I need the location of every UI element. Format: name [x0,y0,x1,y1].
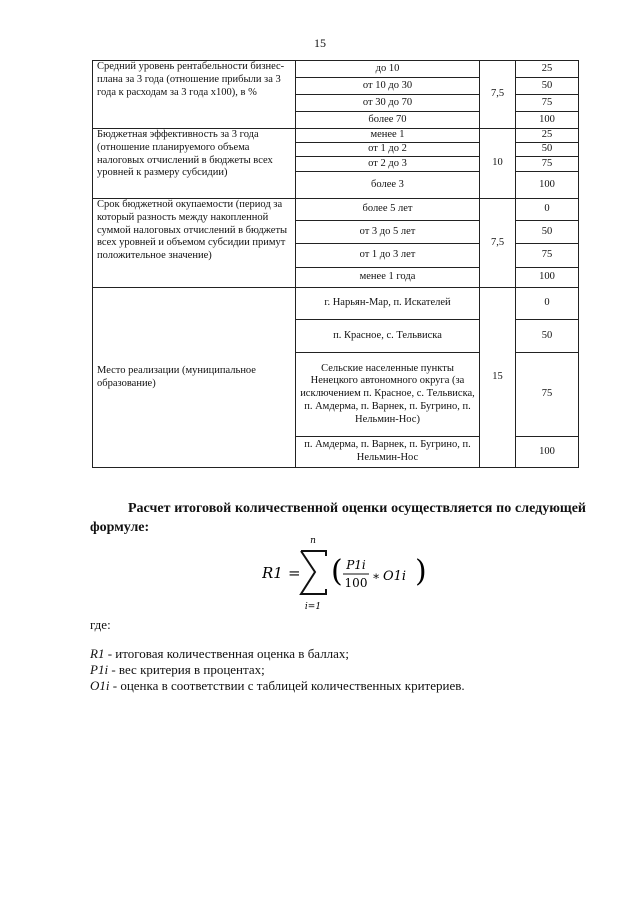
range-cell: от 3 до 5 лет [296,221,480,244]
criterion-name: Место реализации (муниципальное образование) [93,288,296,468]
weight-cell: 7,5 [480,61,516,129]
formula-equals: = [288,564,301,582]
range-cell: менее 1 [296,129,480,143]
table-row [93,199,579,221]
score-cell: 100 [516,437,579,468]
sigma-icon [301,551,326,594]
formula-lhs: R1 [262,564,283,582]
range-cell: от 2 до 3 [296,157,480,172]
range-cell: более 70 [296,112,480,129]
definition-text: - итоговая количественная оценка в баллах; [107,646,350,661]
range-cell: п. Амдерма, п. Варнек, п. Бугрино, п. Нельмин-Нос [296,437,480,468]
weight-cell: 7,5 [480,199,516,288]
definition-symbol: R1 [90,646,105,661]
range-cell: менее 1 года [296,268,480,288]
definition-symbol: O1i [90,678,110,693]
score-cell: 50 [516,78,579,95]
score-cell: 0 [516,288,579,320]
range-cell: более 5 лет [296,199,480,221]
range-cell: от 10 до 30 [296,78,480,95]
right-paren: ) [415,554,427,589]
definition-text: - оценка в соответствии с таблицей количественных критериев. [112,678,465,693]
score-cell: 25 [516,61,579,78]
left-paren: ( [331,554,343,589]
score-cell: 25 [516,129,579,143]
formula-factor: O1i [383,569,407,584]
score-cell: 0 [516,199,579,221]
formula-numerator: P1i [346,558,366,572]
definition-item [90,646,465,662]
definition-item [90,662,465,678]
weight-cell: 10 [480,129,516,199]
page-number: 15 [314,36,326,50]
score-cell: 50 [516,221,579,244]
table-row [93,61,579,78]
score-cell: 75 [516,157,579,172]
definition-symbol: P1i [90,662,109,677]
score-cell: 75 [516,244,579,268]
criterion-name: Срок бюджетной окупаемости (период за который разность между накопленной суммой налоговых отчислений в бюджеты всех уровней и объемом субсидии примут положительное значение) [93,199,296,288]
formula-denominator: 100 [344,576,368,590]
range-cell: более 3 [296,172,480,199]
definition-text: - вес критерия в процентах; [111,662,265,677]
table-row [93,129,579,143]
formula [262,534,432,614]
criteria-table [92,60,579,468]
score-cell: 100 [516,112,579,129]
formula-upper-limit: n [310,536,316,546]
score-cell: 50 [516,143,579,157]
definitions [90,646,465,694]
score-cell: 100 [516,268,579,288]
range-cell: Сельские населенные пункты Ненецкого автономного округа (за исключением п. Красное, с. Тельвиска, п. Амдерма, п. Варнек, п. Бугрино, п. Нельмин-Нос) [296,353,480,437]
score-cell: 75 [516,353,579,437]
score-cell: 100 [516,172,579,199]
range-cell: до 10 [296,61,480,78]
score-cell: 50 [516,320,579,353]
formula-times: ∗ [372,569,381,583]
range-cell: от 1 до 2 [296,143,480,157]
criterion-name: Бюджетная эффективность за 3 года (отношение планируемого объема налоговых отчислений в бюджеты всех уровней к размеру субсидии) [93,129,296,199]
formula-heading: Расчет итоговой количественной оценки осуществляется по следующей формуле: [90,501,586,535]
definition-item [90,678,465,694]
where-label: где: [90,617,111,632]
criterion-name: Средний уровень рентабельности бизнес-плана за 3 года (отношение прибыли за 3 года к расходам за 3 года х100), в % [93,61,296,129]
range-cell: г. Нарьян-Мар, п. Искателей [296,288,480,320]
weight-cell: 15 [480,288,516,468]
range-cell: от 30 до 70 [296,95,480,112]
range-cell: п. Красное, с. Тельвиска [296,320,480,353]
table-row [93,288,579,320]
formula-lower-limit: i=1 [304,602,322,612]
range-cell: от 1 до 3 лет [296,244,480,268]
score-cell: 75 [516,95,579,112]
